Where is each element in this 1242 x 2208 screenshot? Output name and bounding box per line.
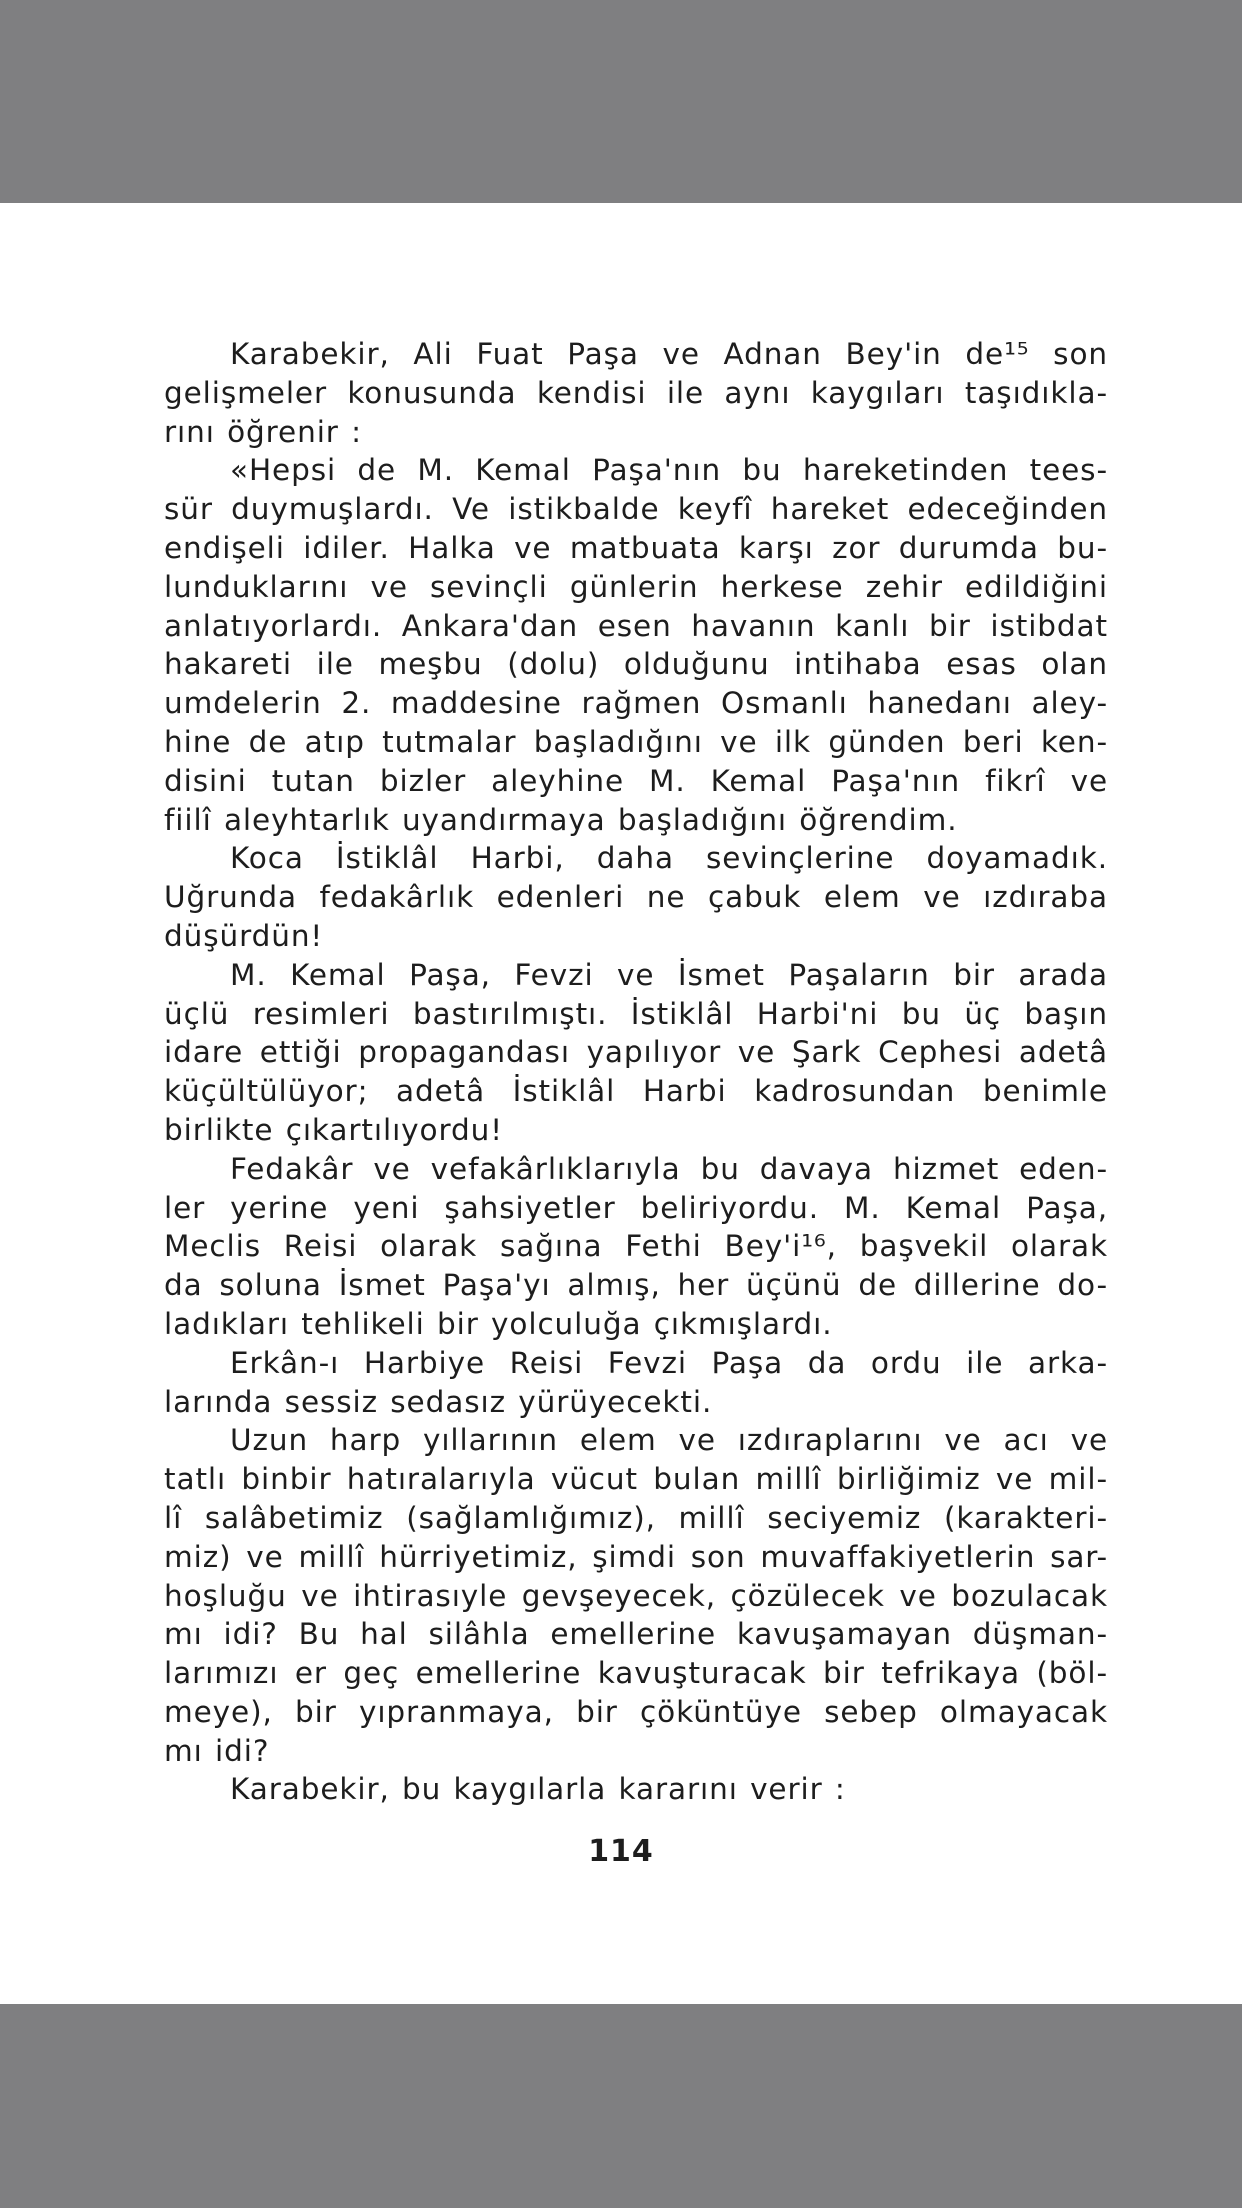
text-line: fiilî aleyhtarlık uyandırmaya başladığını öğrendim. bbox=[164, 802, 958, 837]
text-line: Uzun harp yıllarının elem ve ızdıraplarını ve acı ve bbox=[230, 1423, 1108, 1458]
text-line: hoşluğu ve ihtirasıyle gevşeyecek, çözülecek ve bozulacak bbox=[164, 1578, 1108, 1613]
text-line: umdelerin 2. maddesine rağmen Osmanlı hanedanı aley- bbox=[164, 686, 1108, 721]
book-page bbox=[0, 203, 1242, 2004]
page-body-text bbox=[164, 335, 1108, 1809]
text-line: M. Kemal Paşa, Fevzi ve İsmet Paşaların bir arada bbox=[230, 957, 1108, 992]
text-line: Meclis Reisi olarak sağına Fethi Bey'i¹⁶, başvekil olarak bbox=[164, 1229, 1108, 1264]
text-line: sür duymuşlardı. Ve istikbalde keyfî hareket edeceğinden bbox=[164, 492, 1108, 527]
text-line: düşürdün! bbox=[164, 918, 324, 953]
text-line: meye), bir yıpranmaya, bir çöküntüye sebep olmayacak bbox=[164, 1694, 1108, 1729]
text-line: Uğrunda fedakârlık edenleri ne çabuk elem ve ızdıraba bbox=[164, 880, 1108, 915]
text-line: Karabekir, bu kaygılarla kararını verir : bbox=[230, 1772, 846, 1807]
text-line: miz) ve millî hürriyetimiz, şimdi son muvaffakiyetlerin sar- bbox=[164, 1539, 1108, 1574]
text-line: da soluna İsmet Paşa'yı almış, her üçünü de dillerine do- bbox=[164, 1268, 1108, 1303]
text-line: mı idi? bbox=[164, 1733, 270, 1768]
text-line: «Hepsi de M. Kemal Paşa'nın bu hareketinden tees- bbox=[230, 453, 1108, 488]
text-line: ladıkları tehlikeli bir yolculuğa çıkmışlardı. bbox=[164, 1306, 833, 1341]
text-line: ler yerine yeni şahsiyetler beliriyordu. M. Kemal Paşa, bbox=[164, 1190, 1108, 1225]
text-line: Karabekir, Ali Fuat Paşa ve Adnan Bey'in de¹⁵ son bbox=[230, 337, 1108, 371]
text-line: gelişmeler konusunda kendisi ile aynı kaygıları taşıdıkla- bbox=[164, 375, 1108, 410]
text-line: larında sessiz sedasız yürüyecekti. bbox=[164, 1384, 713, 1419]
text-line: disini tutan bizler aleyhine M. Kemal Paşa'nın fikrî ve bbox=[164, 763, 1108, 798]
text-line: rını öğrenir : bbox=[164, 414, 362, 449]
viewer-bottom-bar bbox=[0, 2004, 1242, 2208]
text-line: tatlı binbir hatıralarıyla vücut bulan millî birliğimiz ve mil- bbox=[164, 1462, 1108, 1497]
text-line: endişeli idiler. Halka ve matbuata karşı zor durumda bu- bbox=[164, 530, 1108, 565]
text-line: hine de atıp tutmalar başladığını ve ilk günden beri ken- bbox=[164, 724, 1108, 759]
viewer-top-bar bbox=[0, 0, 1242, 203]
text-line: hakareti ile meşbu (dolu) olduğunu intihaba esas olan bbox=[164, 647, 1108, 682]
text-line: üçlü resimleri bastırılmıştı. İstiklâl Harbi'ni bu üç başın bbox=[164, 996, 1108, 1031]
text-line: lunduklarını ve sevinçli günlerin herkese zehir edildiğini bbox=[164, 569, 1108, 604]
text-line: idare ettiği propagandası yapılıyor ve Şark Cephesi adetâ bbox=[164, 1035, 1108, 1070]
page-number: 114 bbox=[588, 1834, 654, 1869]
text-line: küçültülüyor; adetâ İstiklâl Harbi kadrosundan benimle bbox=[164, 1074, 1108, 1109]
text-line: mı idi? Bu hal silâhla emellerine kavuşamayan düşman- bbox=[164, 1617, 1108, 1652]
text-line: larımızı er geç emellerine kavuşturacak bir tefrikaya (böl- bbox=[164, 1656, 1108, 1691]
text-line: anlatıyorlardı. Ankara'dan esen havanın kanlı bir istibdat bbox=[164, 608, 1108, 643]
text-line: Koca İstiklâl Harbi, daha sevinçlerine doyamadık. bbox=[230, 841, 1108, 876]
text-line: lî salâbetimiz (sağlamlığımız), millî seciyemiz (karakteri- bbox=[164, 1500, 1108, 1535]
text-line: Fedakâr ve vefakârlıklarıyla bu davaya hizmet eden- bbox=[230, 1151, 1108, 1186]
text-line: birlikte çıkartılıyordu! bbox=[164, 1112, 503, 1147]
text-line: Erkân-ı Harbiye Reisi Fevzi Paşa da ordu ile arka- bbox=[230, 1345, 1108, 1380]
